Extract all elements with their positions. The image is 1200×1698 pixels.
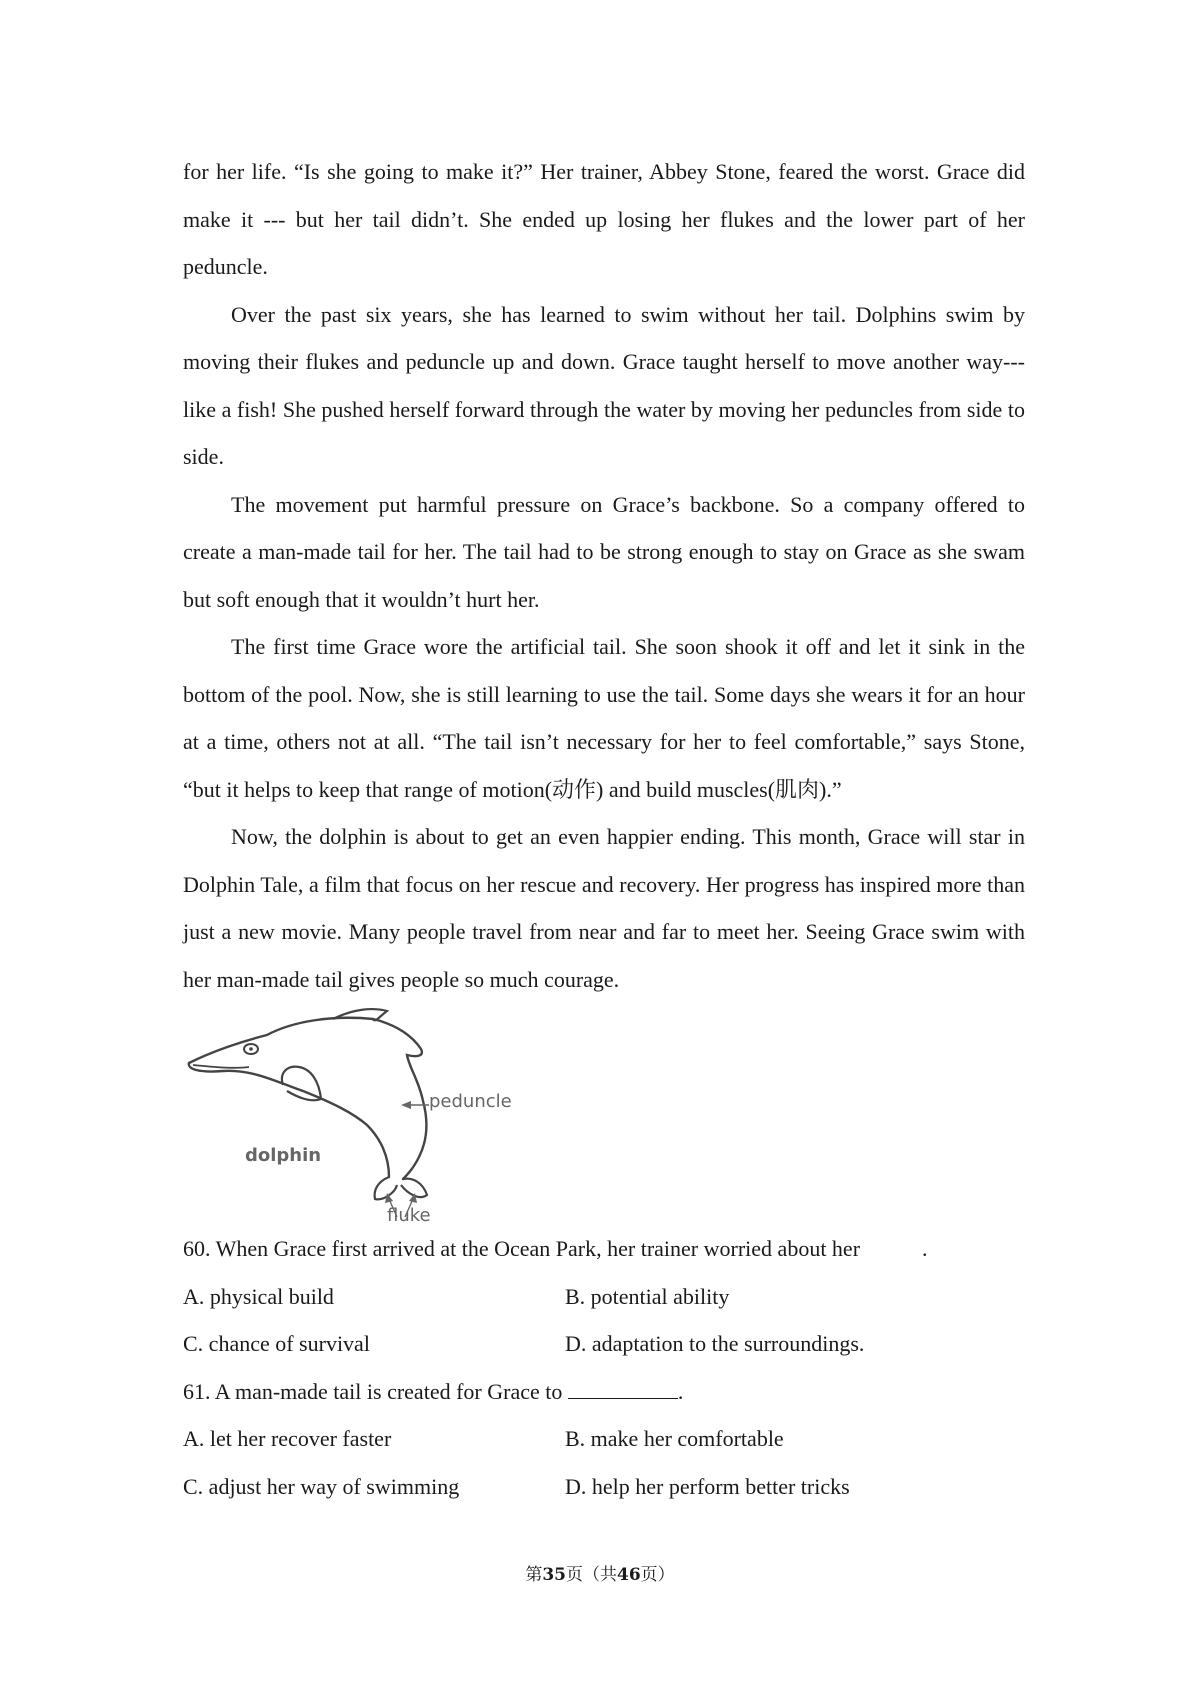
dolphin-drawing xyxy=(183,1007,543,1225)
paragraph-artificial-tail: The first time Grace wore the artificial tail. She soon shook it off and let it sink in the bottom of the pool. Now, she is still learning to use the tail. Some days she wears it for an hour at a time, others not at all. “The tail isn’t necessary for her to feel comfortable,” says Stone, “but it helps to keep that range of motion(动作) and build muscles(肌肉).” xyxy=(183,634,1025,802)
option-c: C. chance of survival xyxy=(183,1331,370,1356)
paragraph-man-made-tail: The movement put harmful pressure on Grace’s backbone. So a company offered to create a man-made tail for her. The tail had to be strong enough to stay on Grace as she swam but soft enough that it wouldn’t hurt her. xyxy=(183,491,1025,612)
question-60-end: . xyxy=(922,1236,928,1261)
option-d: D. adaptation to the surroundings. xyxy=(565,1331,865,1356)
question-60-stem: 60. When Grace first arrived at the Ocean Park, her trainer worried about her xyxy=(183,1236,861,1261)
question-60 xyxy=(183,1225,1025,1273)
question-61-options-row-1 xyxy=(183,1415,1025,1463)
footer-prefix: 第 xyxy=(525,1565,543,1585)
question-60-options-row-2 xyxy=(183,1320,1025,1368)
dolphin-label: dolphin xyxy=(245,1145,322,1166)
page-content xyxy=(183,148,1025,1510)
question-61-end: . xyxy=(677,1378,684,1404)
answer-blank-line xyxy=(568,1380,678,1399)
dolphin-figure xyxy=(183,1007,543,1225)
paragraph-swimming: Over the past six years, she has learned to swim without her tail. Dolphins swim by moving their flukes and peduncle up and down. Grace taught herself to move another way---like a fish! She pushed herself forward through the water by moving her peduncles from side to side. xyxy=(183,301,1025,469)
question-60-options-row-1 xyxy=(183,1273,1025,1321)
peduncle-label: peduncle xyxy=(429,1091,512,1112)
question-61-stem: 61. A man-made tail is created for Grace to xyxy=(183,1378,563,1404)
option-d: D. help her perform better tricks xyxy=(565,1473,850,1499)
question-61 xyxy=(183,1368,1025,1416)
option-b: B. potential ability xyxy=(565,1283,730,1309)
question-61-options-row-2 xyxy=(183,1463,1025,1511)
option-c: C. adjust her way of swimming xyxy=(183,1473,460,1499)
paragraph-continuation: for her life. “Is she going to make it?” Her trainer, Abbey Stone, feared the worst. Grace did make it --- but her tail didn’t. She ended up losing her flukes and the lower part of her peduncle. xyxy=(183,159,1025,279)
paragraph-happy-ending: Now, the dolphin is about to get an even happier ending. This month, Grace will star in Dolphin Tale, a film that focus on her rescue and recovery. Her progress has inspired more than just a new movie. Many people travel from near and far to meet her. Seeing Grace swim with her man-made tail gives people so much courage. xyxy=(183,824,1025,992)
footer-page-number: 35 xyxy=(542,1565,566,1585)
footer-middle: 页（共 xyxy=(566,1565,617,1585)
fluke-label: fluke xyxy=(387,1205,431,1226)
option-a: A. physical build xyxy=(183,1283,334,1309)
page-footer xyxy=(0,1560,1200,1585)
option-b: B. make her comfortable xyxy=(565,1426,784,1451)
footer-total-pages: 46 xyxy=(617,1565,641,1585)
option-a: A. let her recover faster xyxy=(183,1426,392,1451)
footer-suffix: 页） xyxy=(640,1565,675,1585)
